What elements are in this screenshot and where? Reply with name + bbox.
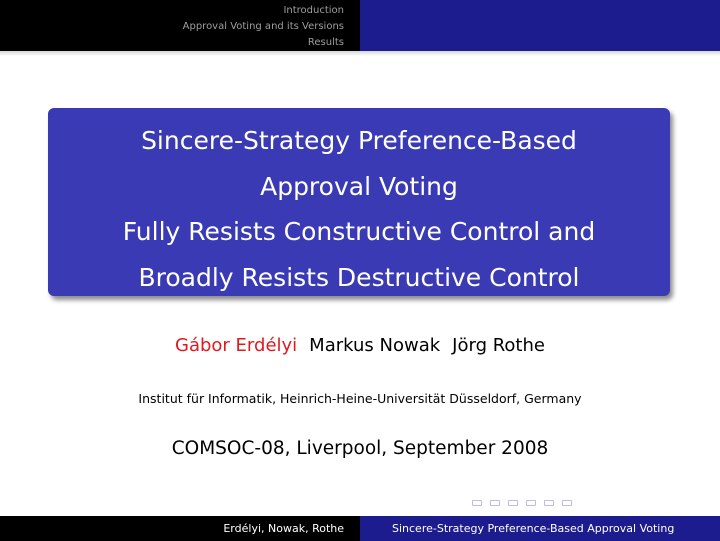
headline-right	[360, 0, 720, 51]
title-line-2: Approval Voting	[260, 171, 458, 201]
nav-next-frame-icon[interactable]	[488, 496, 500, 508]
headline-bar	[0, 0, 720, 51]
institute: Institut für Informatik, Heinrich-Heine-Universität Düsseldorf, Germany	[138, 391, 582, 406]
nav-section-introduction[interactable]: Introduction	[283, 5, 344, 16]
nav-align-icon[interactable]	[542, 496, 554, 508]
author-nowak: Markus Nowak	[309, 335, 441, 356]
nav-subsection-icon[interactable]	[506, 496, 518, 508]
conference-date: COMSOC-08, Liverpool, September 2008	[171, 438, 549, 459]
nav-section-approval-voting[interactable]: Approval Voting and its Versions	[182, 21, 344, 32]
headline-left	[0, 0, 360, 51]
footline-authors: Erdélyi, Nowak, Rothe	[0, 516, 360, 541]
section-navigation	[183, 3, 344, 51]
nav-section-results[interactable]: Results	[307, 37, 344, 48]
footline-title: Sincere-Strategy Preference-Based Approval Voting	[360, 516, 720, 541]
title-line-4: Broadly Resists Destructive Control	[138, 262, 580, 292]
nav-section-icon[interactable]	[524, 496, 536, 508]
beamer-navigation-symbols	[470, 494, 572, 510]
title-line-3: Fully Resists Constructive Control and	[122, 217, 596, 246]
title-line-1: Sincere-Strategy Preference-Based	[141, 126, 577, 155]
nav-prev-frame-icon[interactable]	[470, 496, 482, 508]
footline-bar	[0, 516, 720, 541]
title-box	[48, 108, 670, 296]
author-list	[0, 335, 720, 356]
nav-search-icon[interactable]	[560, 496, 572, 508]
author-erdelyi: Gábor Erdélyi	[175, 335, 298, 356]
headline-shadow	[0, 51, 720, 56]
author-rothe: Jörg Rothe	[452, 335, 545, 356]
